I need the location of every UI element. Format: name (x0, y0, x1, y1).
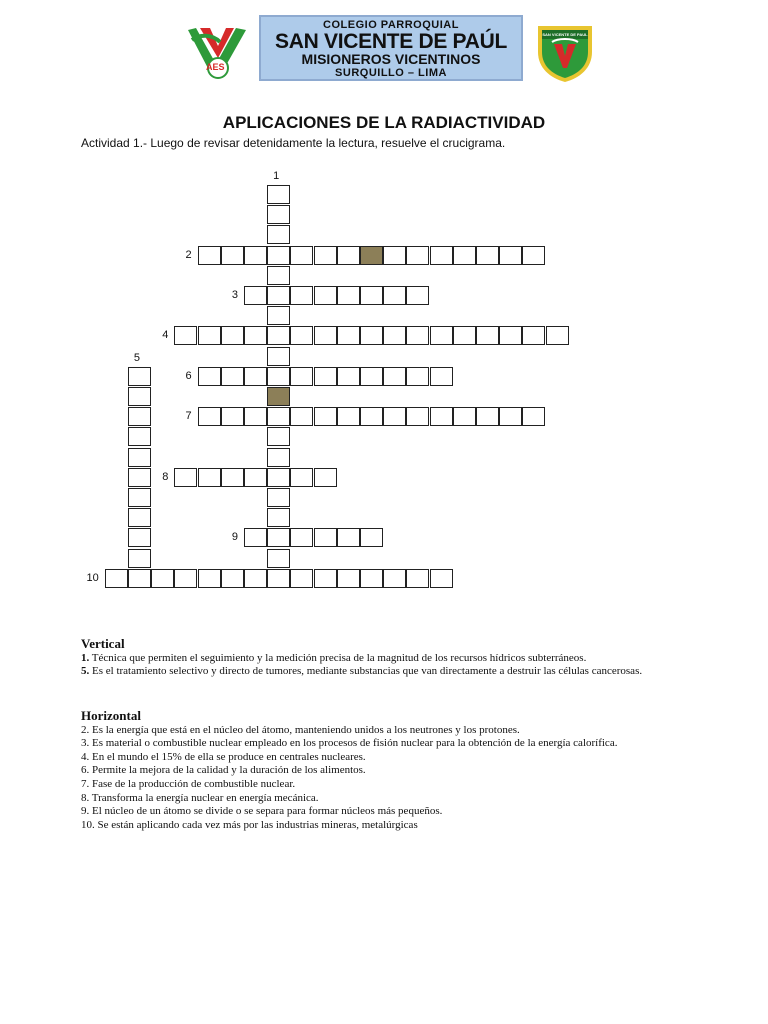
crossword-cell[interactable] (290, 367, 313, 386)
crossword-cell[interactable] (244, 286, 267, 305)
crossword-cell[interactable] (314, 569, 337, 588)
crossword-cell[interactable] (128, 407, 151, 426)
college-line-2: SAN VICENTE DE PAÚL (275, 30, 507, 53)
shield-logo-text: SAN VICENTE DE PAUL (542, 32, 588, 37)
crossword-cell[interactable] (476, 326, 499, 345)
crossword-cell[interactable] (267, 326, 290, 345)
horizontal-heading: Horizontal (81, 708, 141, 723)
horizontal-clue-7: 7. Fase de la producción de combustible nuclear. (81, 777, 296, 790)
crossword-cell[interactable] (267, 347, 290, 366)
crossword-cell[interactable] (290, 528, 313, 547)
clue-number-2: 2 (185, 248, 192, 261)
crossword-cell[interactable] (105, 569, 128, 588)
crossword-cell[interactable] (383, 407, 406, 426)
crossword-cell[interactable] (128, 387, 151, 406)
crossword-cell[interactable] (337, 569, 360, 588)
crossword-cell[interactable] (360, 569, 383, 588)
clue-number-7: 7 (185, 410, 192, 423)
clue-number-10: 10 (86, 571, 99, 584)
horizontal-clue-10: 10. Se están aplicando cada vez más por las industrias mineras, metalúrgicas (81, 818, 418, 831)
crossword-cell[interactable] (453, 246, 476, 265)
crossword-cell[interactable] (476, 246, 499, 265)
crossword-cell[interactable] (499, 246, 522, 265)
crossword-cell[interactable] (267, 468, 290, 487)
crossword-cell[interactable] (406, 407, 429, 426)
crossword-cell[interactable] (267, 448, 290, 467)
crossword-cell[interactable] (267, 205, 290, 224)
vertical-heading: Vertical (81, 636, 125, 651)
clue-number-3: 3 (231, 289, 238, 301)
clue-number-4: 4 (162, 329, 169, 342)
crossword-cell[interactable] (198, 468, 221, 487)
crossword-cell[interactable] (174, 569, 197, 588)
crossword-cell[interactable] (430, 246, 453, 265)
crossword-cell[interactable] (198, 367, 221, 386)
crossword-cell[interactable] (267, 549, 290, 568)
vertical-clue-5: 5. Es el tratamiento selectivo y directo de tumores, mediante substancias que van directamente a destruir las células cancerosas. (81, 665, 643, 678)
crossword-shaded-cell (360, 246, 383, 265)
crossword-cell[interactable] (522, 407, 545, 426)
crossword-cell[interactable] (198, 246, 221, 265)
crossword-cell[interactable] (290, 326, 313, 345)
crossword-cell[interactable] (267, 569, 290, 588)
crossword-cell[interactable] (290, 468, 313, 487)
crossword-cell[interactable] (244, 569, 267, 588)
crossword-cell[interactable] (360, 367, 383, 386)
clue-number-6: 6 (185, 369, 192, 382)
crossword-cell[interactable] (314, 528, 337, 547)
crossword-cell[interactable] (128, 549, 151, 568)
crossword-cell[interactable] (128, 367, 151, 386)
crossword-cell[interactable] (406, 569, 429, 588)
crossword-cell[interactable] (221, 246, 244, 265)
crossword-cell[interactable] (267, 286, 290, 305)
crossword-cell[interactable] (383, 569, 406, 588)
crossword-cell[interactable] (244, 246, 267, 265)
crossword-cell[interactable] (383, 246, 406, 265)
horizontal-clue-3: 3. Es material o combustible nuclear empleado en los procesos de fisión nuclear para la obtención de la energía calorífica. (81, 737, 618, 750)
clue-number-1: 1 (273, 169, 280, 182)
crossword-cell[interactable] (174, 468, 197, 487)
crossword-cell[interactable] (198, 407, 221, 426)
crossword-cell[interactable] (360, 286, 383, 305)
crossword-cell[interactable] (453, 326, 476, 345)
crossword-cell[interactable] (290, 286, 313, 305)
page-title: APLICACIONES DE LA RADIACTIVIDAD (222, 113, 546, 132)
crossword-cell[interactable] (221, 326, 244, 345)
crossword-cell[interactable] (360, 326, 383, 345)
crossword-cell[interactable] (314, 468, 337, 487)
clue-number-9: 9 (231, 531, 238, 544)
crossword-cell[interactable] (198, 326, 221, 345)
crossword-cell[interactable] (244, 468, 267, 487)
crossword-cell[interactable] (198, 569, 221, 588)
college-line-1: COLEGIO PARROQUIAL (323, 19, 459, 31)
crossword-cell[interactable] (522, 246, 545, 265)
crossword-cell[interactable] (430, 407, 453, 426)
crossword-cell[interactable] (244, 326, 267, 345)
vertical-clue-1: 1. Técnica que permiten el seguimiento y la medición precisa de la magnitud de los recursos hídricos subterráneos. (81, 651, 587, 664)
horizontal-clue-6: 6. Permite la mejora de la calidad y la duración de los alimentos. (81, 764, 366, 777)
aes-logo-text: AES (206, 62, 225, 72)
crossword-cell[interactable] (360, 407, 383, 426)
crossword-cell[interactable] (314, 367, 337, 386)
crossword-cell[interactable] (499, 407, 522, 426)
crossword-cell[interactable] (383, 286, 406, 305)
crossword-cell[interactable] (476, 407, 499, 426)
crossword-cell[interactable] (290, 407, 313, 426)
crossword-cell[interactable] (430, 367, 453, 386)
crossword-cell[interactable] (244, 367, 267, 386)
crossword-cell[interactable] (360, 528, 383, 547)
horizontal-clue-2: 2. Es la energía que está en el núcleo del átomo, manteniendo unidos a los neutrones y los protones. (81, 723, 520, 736)
college-line-3: MISIONEROS VICENTINOS (301, 51, 481, 67)
crossword-cell[interactable] (221, 468, 244, 487)
crossword-cell[interactable] (128, 508, 151, 527)
crossword-cell[interactable] (267, 528, 290, 547)
crossword-cell[interactable] (314, 246, 337, 265)
crossword-cell[interactable] (244, 407, 267, 426)
crossword-cell[interactable] (267, 185, 290, 204)
crossword-cell[interactable] (337, 407, 360, 426)
clue-number-5: 5 (133, 351, 140, 364)
crossword-cell[interactable] (337, 326, 360, 345)
crossword-cell[interactable] (151, 569, 174, 588)
crossword-cell[interactable] (267, 488, 290, 507)
activity-instruction: Actividad 1.- Luego de revisar detenidamente la lectura, resuelve el crucigrama. (81, 136, 506, 150)
crossword-cell[interactable] (290, 569, 313, 588)
crossword-cell[interactable] (128, 528, 151, 547)
crossword-cell[interactable] (430, 326, 453, 345)
crossword-cell[interactable] (546, 326, 569, 345)
crossword-cell[interactable] (267, 246, 290, 265)
crossword-cell[interactable] (314, 407, 337, 426)
crossword-shaded-cell (267, 387, 290, 406)
crossword-cell[interactable] (406, 326, 429, 345)
crossword-cell[interactable] (337, 367, 360, 386)
crossword-cell[interactable] (453, 407, 476, 426)
crossword-cell[interactable] (314, 286, 337, 305)
crossword-cell[interactable] (267, 225, 290, 244)
crossword-cell[interactable] (174, 326, 197, 345)
crossword-cell[interactable] (337, 286, 360, 305)
crossword-cell[interactable] (128, 448, 151, 467)
crossword-cell[interactable] (337, 528, 360, 547)
horizontal-clue-8: 8. Transforma la energía nuclear en energía mecánica. (81, 791, 319, 804)
crossword-cell[interactable] (406, 246, 429, 265)
crossword-cell[interactable] (244, 528, 267, 547)
college-line-4: SURQUILLO – LIMA (335, 67, 447, 79)
horizontal-clue-4: 4. En el mundo el 15% de ella se produce en centrales nucleares. (81, 750, 366, 763)
crossword-cell[interactable] (383, 326, 406, 345)
clue-number-8: 8 (162, 470, 169, 483)
horizontal-clues (81, 709, 691, 832)
crossword-cell[interactable] (221, 569, 244, 588)
crossword-cell[interactable] (221, 407, 244, 426)
crossword-cell[interactable] (267, 427, 290, 446)
crossword-cell[interactable] (221, 367, 244, 386)
crossword-cell[interactable] (499, 326, 522, 345)
crossword-cell[interactable] (430, 569, 453, 588)
crossword-cell[interactable] (267, 407, 290, 426)
crossword-cell[interactable] (267, 306, 290, 325)
crossword-cell[interactable] (406, 286, 429, 305)
crossword-cell[interactable] (406, 367, 429, 386)
crossword-cell[interactable] (290, 246, 313, 265)
crossword-cell[interactable] (267, 266, 290, 285)
crossword-cell[interactable] (267, 367, 290, 386)
crossword-cell[interactable] (383, 367, 406, 386)
crossword-cell[interactable] (314, 326, 337, 345)
horizontal-clue-9: 9. El núcleo de un átomo se divide o se separa para formar núcleos más pequeños. (81, 805, 443, 818)
vertical-clues (81, 637, 691, 679)
crossword-cell[interactable] (267, 508, 290, 527)
crossword-cell[interactable] (128, 569, 151, 588)
crossword-cell[interactable] (128, 488, 151, 507)
crossword-cell[interactable] (128, 427, 151, 446)
crossword-cell[interactable] (522, 326, 545, 345)
crossword-cell[interactable] (337, 246, 360, 265)
